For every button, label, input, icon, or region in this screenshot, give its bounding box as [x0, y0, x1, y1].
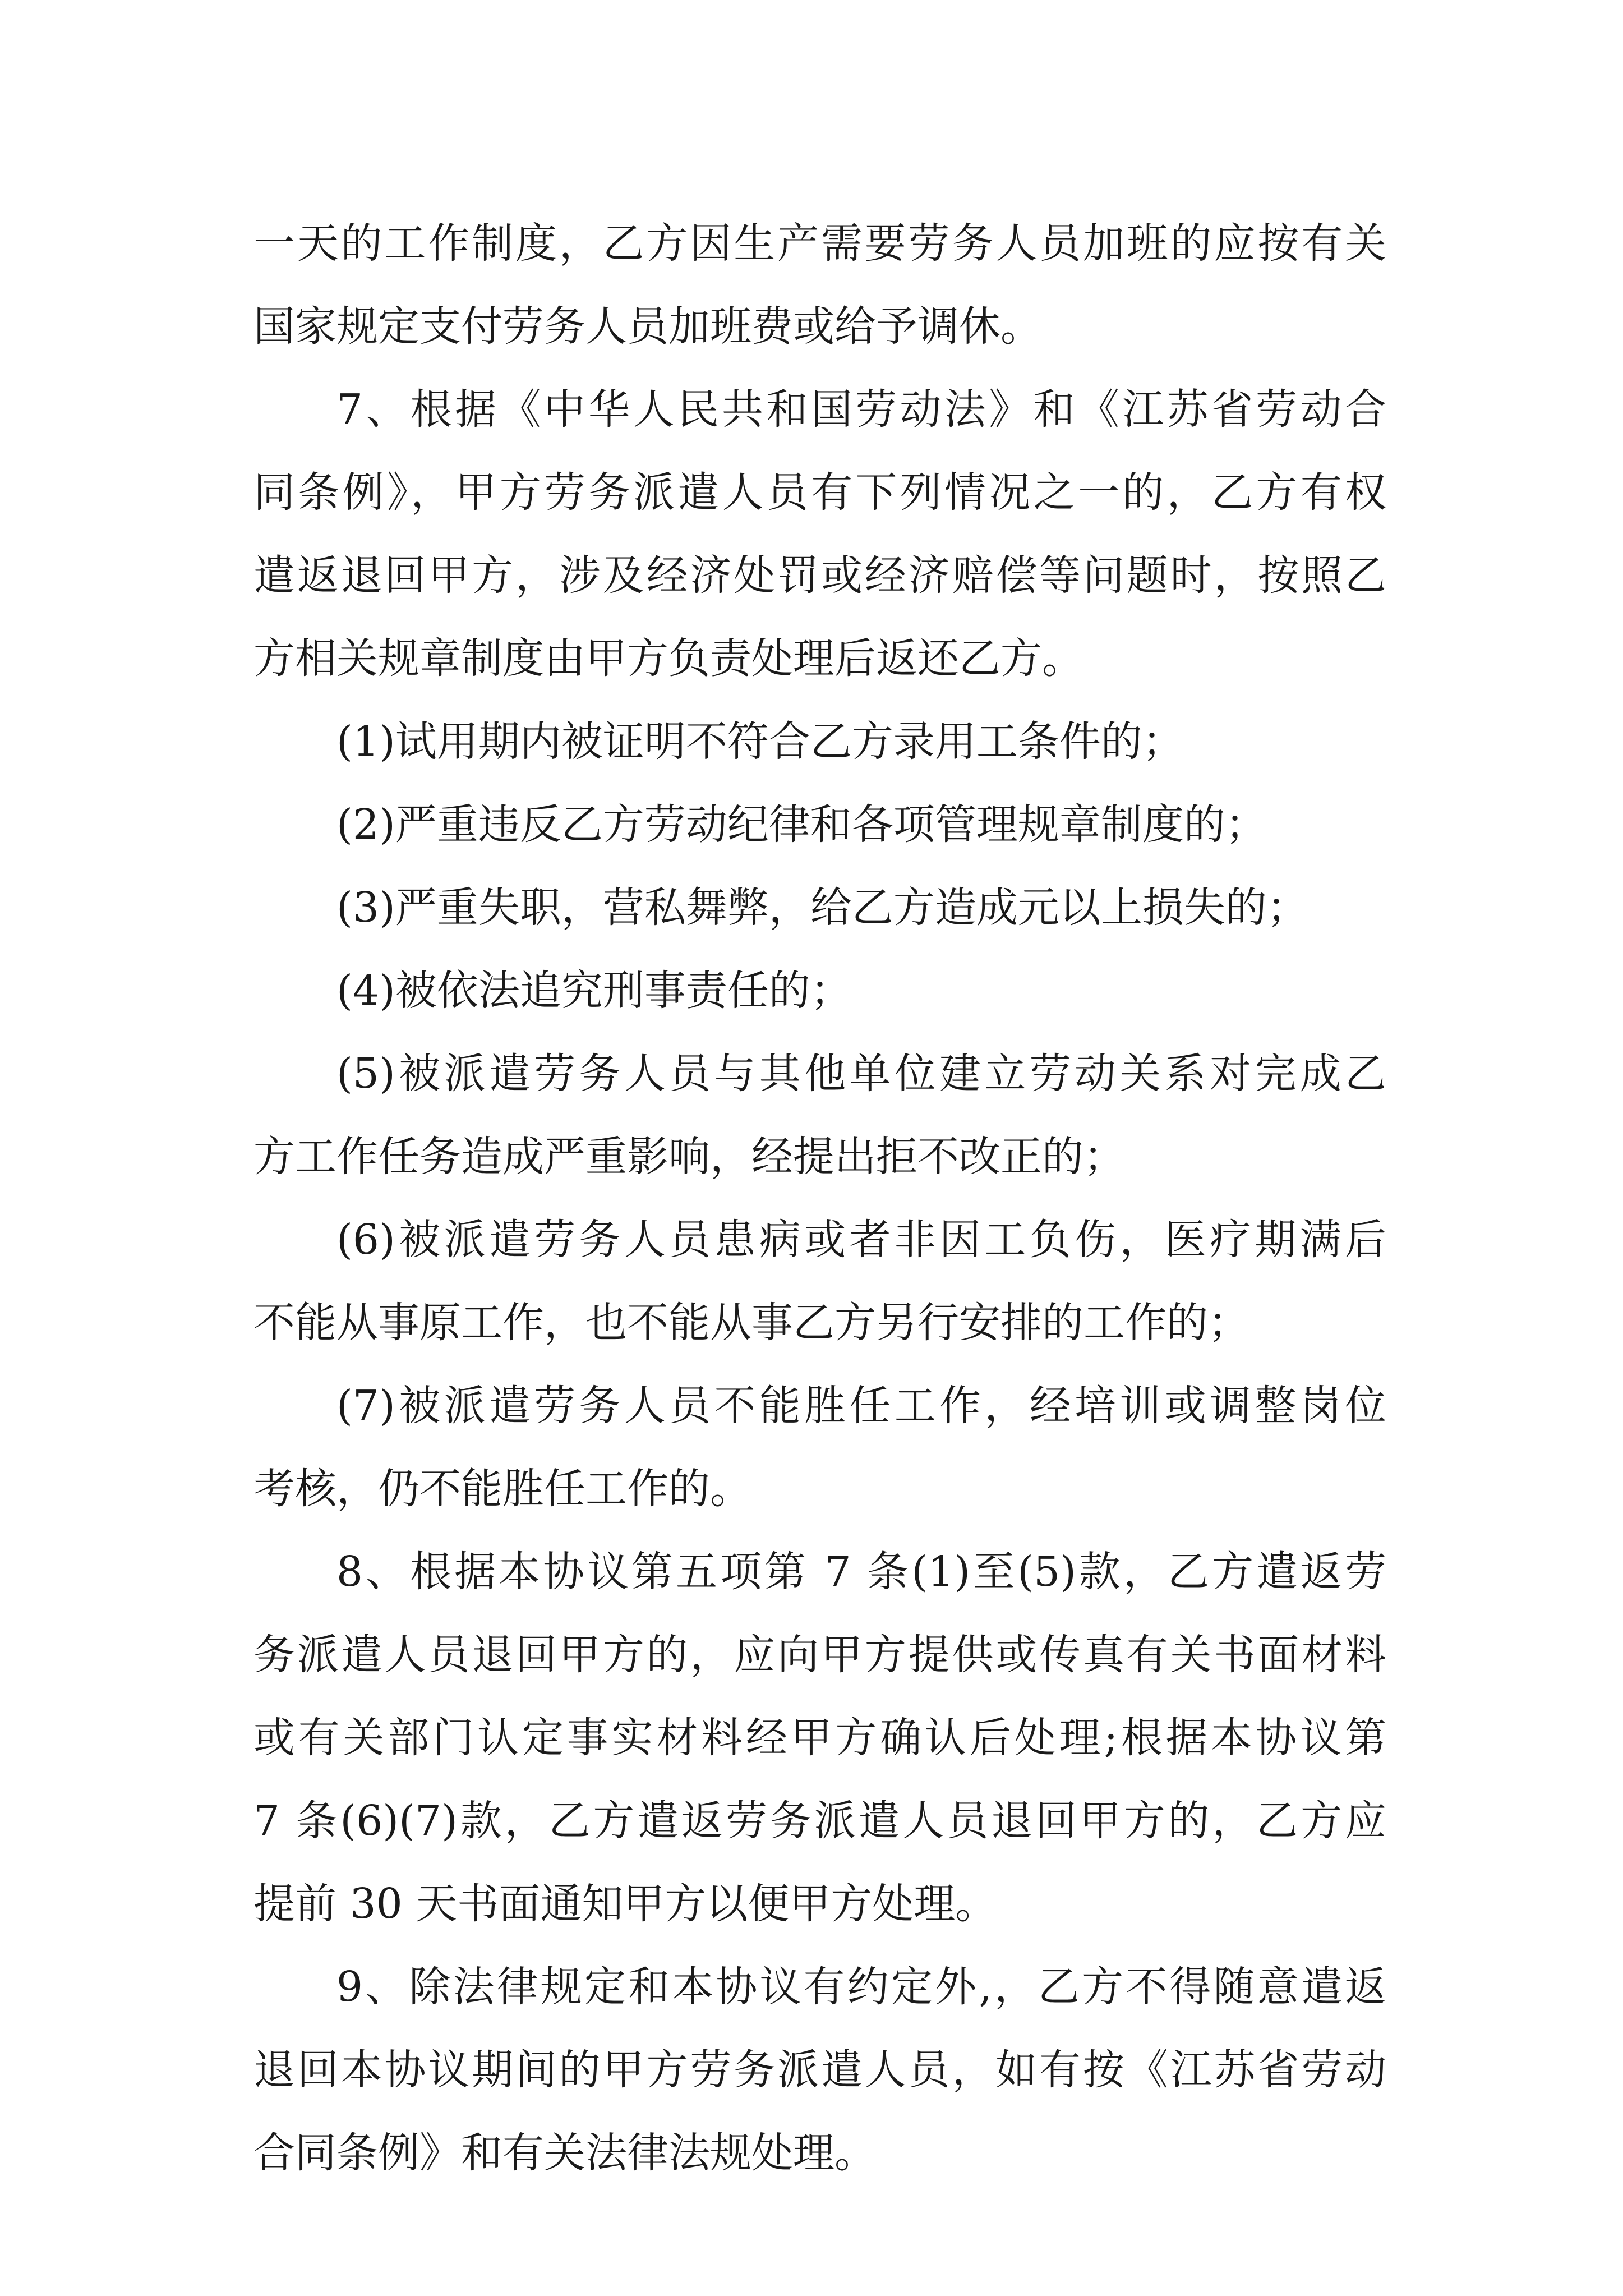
text-line: 或有关部门认定事实材料经甲方确认后处理;根据本协议第: [253, 1714, 1386, 1762]
text-line: (4)被依法追究刑事责任的；: [336, 967, 852, 1015]
text-line: (5)被派遣劳务人员与其他单位建立劳动关系对完成乙: [336, 1050, 1386, 1098]
document-body: [253, 202, 1386, 2194]
text-line: (2)严重违反乙方劳动纪律和各项管理规章制度的；: [336, 800, 1267, 849]
text-line: (3)严重失职，营私舞弊，给乙方造成元以上损失的；: [336, 884, 1308, 932]
text-line: 同条例》，甲方劳务派遣人员有下列情况之一的，乙方有权: [253, 468, 1386, 517]
text-line: 7 条(6)(7)款，乙方遣返劳务派遣人员退回甲方的，乙方应: [253, 1797, 1386, 1845]
text-line: 遣返退回甲方，涉及经济处罚或经济赔偿等问题时，按照乙: [253, 551, 1386, 600]
text-line: 退回本协议期间的甲方劳务派遣人员，如有按《江苏省劳动: [253, 2046, 1386, 2094]
text-line: 合同条例》和有关法律法规处理。: [253, 2129, 876, 2177]
text-line: 方工作任务造成严重影响，经提出拒不改正的；: [253, 1133, 1125, 1181]
text-line: 8、根据本协议第五项第 7 条(1)至(5)款，乙方遣返劳: [336, 1548, 1386, 1596]
text-line: 务派遣人员退回甲方的，应向甲方提供或传真有关书面材料: [253, 1631, 1386, 1679]
text-line: 考核，仍不能胜任工作的。: [253, 1465, 751, 1513]
text-line: 不能从事原工作，也不能从事乙方另行安排的工作的；: [253, 1299, 1249, 1347]
text-line: 一天的工作制度，乙方因生产需要劳务人员加班的应按有关: [253, 219, 1386, 268]
text-line: (6)被派遣劳务人员患病或者非因工负伤，医疗期满后: [336, 1216, 1386, 1264]
text-line: (1)试用期内被证明不符合乙方录用工条件的；: [336, 717, 1184, 766]
text-line: 提前 30 天书面通知甲方以便甲方处理。: [253, 1880, 997, 1928]
text-line: (7)被派遣劳务人员不能胜任工作，经培训或调整岗位: [336, 1382, 1386, 1430]
text-line: 方相关规章制度由甲方负责处理后返还乙方。: [253, 634, 1083, 683]
text-line: 9、除法律规定和本协议有约定外,，乙方不得随意遣返: [336, 1963, 1386, 2011]
text-line: 国家规定支付劳务人员加班费或给予调休。: [253, 302, 1042, 351]
text-line: 7、根据《中华人民共和国劳动法》和《江苏省劳动合: [336, 385, 1386, 434]
